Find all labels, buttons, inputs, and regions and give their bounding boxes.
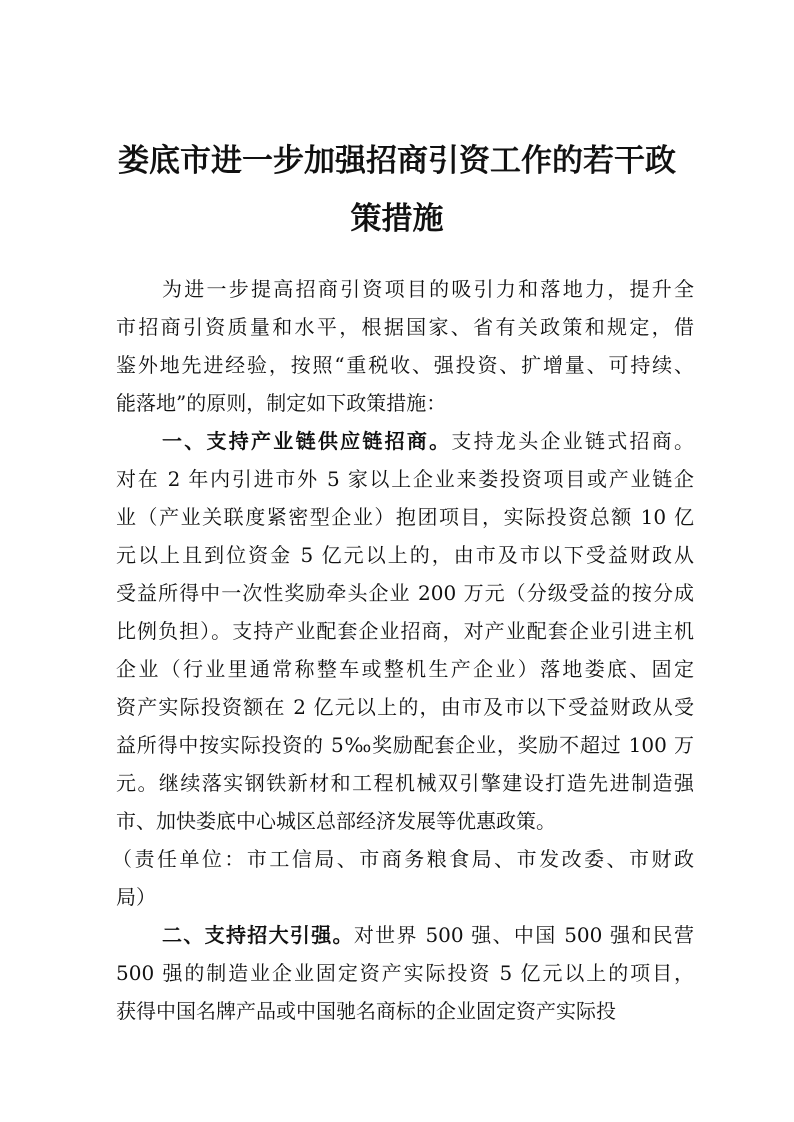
responsible-units-end: 局） <box>116 885 156 909</box>
section-1-line: 企业（行业里通常称整车或整机生产企业）落地娄底、固定 <box>116 657 694 681</box>
document-title-line-1: 娄底市进一步加强招商引资工作的若干政 <box>118 143 676 179</box>
section-1-line: 比例负担）。支持产业配套企业招商，对产业配套企业引进主机 <box>116 619 694 643</box>
intro-line: 为进一步提高招商引资项目的吸引力和落地力，提升全 <box>162 277 694 301</box>
section-2-line: 500 强的制造业企业固定资产实际投资 5 亿元以上的项目， <box>116 961 694 985</box>
section-2-text: 对世界 500 强、中国 500 强和民营 <box>353 923 694 947</box>
section-1-line: 元以上且到位资金 5 亿元以上的，由市及市以下受益财政从 <box>116 543 694 567</box>
section-1-line: 益所得中按实际投资的 5‰奖励配套企业，奖励不超过 100 万 <box>116 733 694 757</box>
section-2-line: 获得中国名牌产品或中国驰名商标的企业固定资产实际投 <box>116 999 616 1023</box>
section-1-line: 业（产业关联度紧密型企业）抱团项目，实际投资总额 10 亿 <box>116 505 694 529</box>
intro-line: 市招商引资质量和水平，根据国家、省有关政策和规定，借 <box>116 315 694 339</box>
responsible-units: （责任单位：市工信局、市商务粮食局、市发改委、市财政 <box>112 847 694 871</box>
section-2-heading: 二、支持招大引强。 <box>162 923 354 947</box>
section-1-line: 受益所得中一次性奖励牵头企业 200 万元（分级受益的按分成 <box>116 581 694 605</box>
document-title-line-2: 策措施 <box>350 201 444 237</box>
section-1-line: 对在 2 年内引进市外 5 家以上企业来娄投资项目或产业链企 <box>116 467 694 491</box>
intro-line: 鉴外地先进经验，按照“重税收、强投资、扩增量、可持续、 <box>116 353 694 377</box>
section-1-heading: 一、支持产业链供应链招商。 <box>162 429 452 453</box>
section-1-first-line <box>116 429 694 453</box>
section-1-line: 元。继续落实钢铁新材和工程机械双引擎建设打造先进制造强 <box>116 771 694 795</box>
intro-line: 能落地”的原则，制定如下政策措施： <box>116 391 447 415</box>
section-1-line: 资产实际投资额在 2 亿元以上的，由市及市以下受益财政从受 <box>116 695 694 719</box>
section-1-line: 市、加快娄底中心城区总部经济发展等优惠政策。 <box>116 809 556 833</box>
section-1-text: 支持龙头企业链式招商。 <box>451 429 695 453</box>
section-2-first-line <box>116 923 694 947</box>
